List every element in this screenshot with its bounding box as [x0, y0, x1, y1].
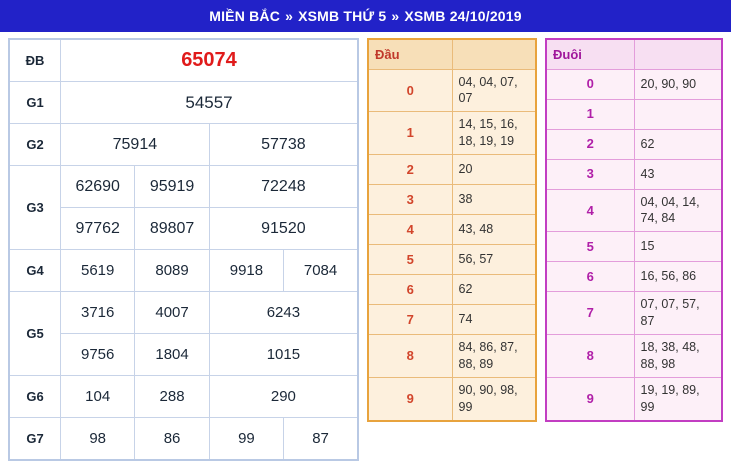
dau-key: 1	[368, 112, 452, 155]
dau-value: 14, 15, 16, 18, 19, 19	[452, 112, 536, 155]
table-row	[546, 99, 722, 129]
results-table	[8, 38, 359, 461]
prize-value: 89807	[135, 208, 209, 250]
prize-label: G6	[9, 376, 61, 418]
duoi-key: 9	[546, 377, 634, 420]
header-separator-1: »	[285, 8, 294, 24]
dau-table	[367, 38, 537, 422]
prize-value: 1015	[209, 334, 358, 376]
table-row	[368, 245, 536, 275]
duoi-header-value	[634, 39, 722, 69]
prize-value: 62690	[61, 166, 135, 208]
table-row	[546, 262, 722, 292]
prize-value: 7084	[284, 250, 358, 292]
header-region: MIỀN BẮC	[209, 8, 281, 24]
duoi-value: 43	[634, 159, 722, 189]
prize-label: G2	[9, 124, 61, 166]
prize-value: 87	[284, 418, 358, 461]
duoi-key: 8	[546, 335, 634, 378]
prize-value: 8089	[135, 250, 209, 292]
table-row	[546, 335, 722, 378]
dau-key: 3	[368, 185, 452, 215]
dau-header-key: Đầu	[368, 39, 452, 69]
dau-key: 4	[368, 215, 452, 245]
duoi-value: 19, 19, 89, 99	[634, 377, 722, 420]
dau-key: 5	[368, 245, 452, 275]
table-row	[9, 250, 358, 292]
prize-value: 99	[209, 418, 283, 461]
duoi-value: 20, 90, 90	[634, 69, 722, 99]
duoi-value: 16, 56, 86	[634, 262, 722, 292]
header-weekday-link[interactable]: XSMB THỨ 5	[298, 8, 387, 24]
duoi-value: 04, 04, 14, 74, 84	[634, 189, 722, 232]
prize-value: 54557	[61, 82, 359, 124]
duoi-key: 0	[546, 69, 634, 99]
dau-header-row	[368, 39, 536, 69]
prize-label: G5	[9, 292, 61, 376]
table-row	[9, 334, 358, 376]
table-row	[546, 232, 722, 262]
prize-value: 4007	[135, 292, 209, 334]
prize-value: 6243	[209, 292, 358, 334]
duoi-value: 18, 38, 48, 88, 98	[634, 335, 722, 378]
prize-value: 72248	[209, 166, 358, 208]
dau-value: 20	[452, 155, 536, 185]
header-date-link[interactable]: XSMB 24/10/2019	[404, 8, 522, 24]
table-row	[9, 376, 358, 418]
duoi-header-key: Đuôi	[546, 39, 634, 69]
summary-tables	[367, 38, 723, 422]
dau-value: 74	[452, 305, 536, 335]
dau-value: 62	[452, 275, 536, 305]
dau-key: 0	[368, 69, 452, 112]
prize-label: ĐB	[9, 39, 61, 82]
prize-value: 3716	[61, 292, 135, 334]
duoi-key: 2	[546, 129, 634, 159]
dau-header-value	[452, 39, 536, 69]
table-row	[368, 335, 536, 378]
prize-value: 98	[61, 418, 135, 461]
prize-value: 290	[209, 376, 358, 418]
prize-value: 95919	[135, 166, 209, 208]
duoi-key: 6	[546, 262, 634, 292]
dau-value: 04, 04, 07, 07	[452, 69, 536, 112]
prize-value: 57738	[209, 124, 358, 166]
dau-key: 6	[368, 275, 452, 305]
table-row	[368, 215, 536, 245]
duoi-value: 15	[634, 232, 722, 262]
duoi-value: 62	[634, 129, 722, 159]
prize-value: 75914	[61, 124, 210, 166]
table-row	[9, 166, 358, 208]
prize-value: 91520	[209, 208, 358, 250]
duoi-value	[634, 99, 722, 129]
duoi-value: 07, 07, 57, 87	[634, 292, 722, 335]
duoi-key: 1	[546, 99, 634, 129]
table-row	[368, 377, 536, 420]
table-row	[546, 129, 722, 159]
table-row	[9, 82, 358, 124]
dau-value: 56, 57	[452, 245, 536, 275]
duoi-key: 5	[546, 232, 634, 262]
table-row	[546, 159, 722, 189]
duoi-key: 3	[546, 159, 634, 189]
dau-value: 38	[452, 185, 536, 215]
duoi-key: 7	[546, 292, 634, 335]
page-header	[0, 0, 731, 32]
prize-label: G7	[9, 418, 61, 461]
table-row	[546, 377, 722, 420]
prize-label: G3	[9, 166, 61, 250]
prize-value: 5619	[61, 250, 135, 292]
dau-key: 8	[368, 335, 452, 378]
prize-value: 97762	[61, 208, 135, 250]
table-row	[546, 189, 722, 232]
table-row	[9, 292, 358, 334]
content-area	[0, 32, 731, 474]
table-row	[368, 112, 536, 155]
dau-key: 2	[368, 155, 452, 185]
duoi-table	[545, 38, 723, 422]
table-row	[368, 155, 536, 185]
dau-key: 7	[368, 305, 452, 335]
prize-label: G4	[9, 250, 61, 292]
prize-value: 104	[61, 376, 135, 418]
prize-label: G1	[9, 82, 61, 124]
prize-value: 65074	[61, 39, 359, 82]
dau-value: 84, 86, 87, 88, 89	[452, 335, 536, 378]
duoi-header-row	[546, 39, 722, 69]
dau-key: 9	[368, 377, 452, 420]
header-separator-2: »	[391, 8, 400, 24]
table-row	[9, 208, 358, 250]
table-row	[9, 39, 358, 82]
prize-value: 9756	[61, 334, 135, 376]
table-row	[9, 418, 358, 461]
prize-value: 1804	[135, 334, 209, 376]
duoi-key: 4	[546, 189, 634, 232]
dau-value: 90, 90, 98, 99	[452, 377, 536, 420]
table-row	[368, 275, 536, 305]
dau-value: 43, 48	[452, 215, 536, 245]
table-row	[368, 185, 536, 215]
table-row	[9, 124, 358, 166]
prize-value: 86	[135, 418, 209, 461]
prize-value: 9918	[209, 250, 283, 292]
prize-value: 288	[135, 376, 209, 418]
table-row	[368, 305, 536, 335]
table-row	[368, 69, 536, 112]
table-row	[546, 69, 722, 99]
table-row	[546, 292, 722, 335]
